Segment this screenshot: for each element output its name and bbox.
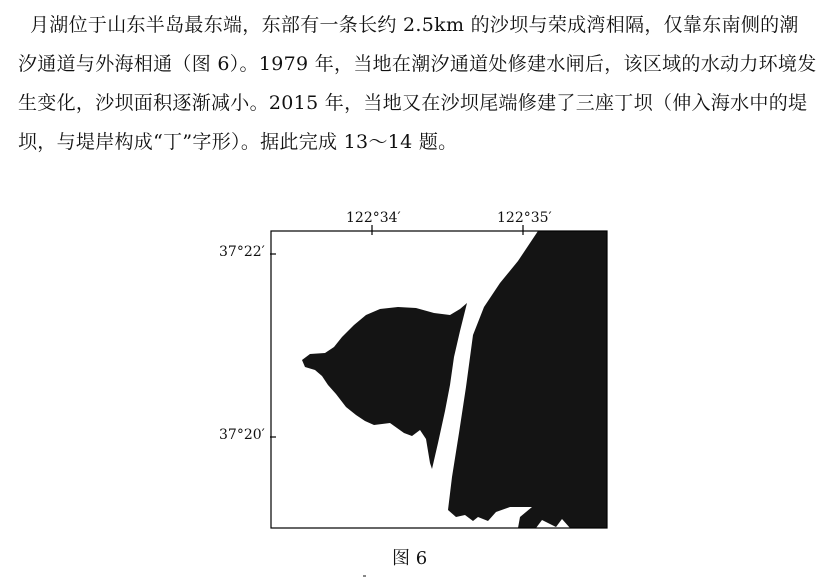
figure-caption: 图 6 [392, 548, 428, 569]
longitude-label-122-34: 122°34′ [346, 210, 401, 226]
paragraph-line-1: 月湖位于山东半岛最东端，东部有一条长约 2.5km 的沙坝与荣成湾相隔，仅靠东南侧的潮 [30, 14, 799, 36]
scan-artifact [363, 575, 366, 577]
latitude-label-37-22: 37°22′ [219, 244, 265, 260]
east-land-mass [448, 231, 607, 528]
paragraph-line-2: 汐通道与外海相通（图 6）。1979 年，当地在潮汐通道处修建水闸后，该区域的水动力环境发 [18, 53, 817, 75]
latitude-label-37-20: 37°20′ [219, 427, 265, 443]
paragraph-line-4: 坝，与堤岸构成“丁”字形）。据此完成 13～14 题。 [18, 131, 458, 153]
longitude-label-122-35: 122°35′ [497, 210, 552, 226]
sandbar-headland [302, 303, 467, 469]
yuehu-map [270, 225, 610, 530]
paragraph-line-3: 生变化，沙坝面积逐渐减小。2015 年，当地又在沙坝尾端修建了三座丁坝（伸入海水中的堤 [18, 92, 808, 114]
